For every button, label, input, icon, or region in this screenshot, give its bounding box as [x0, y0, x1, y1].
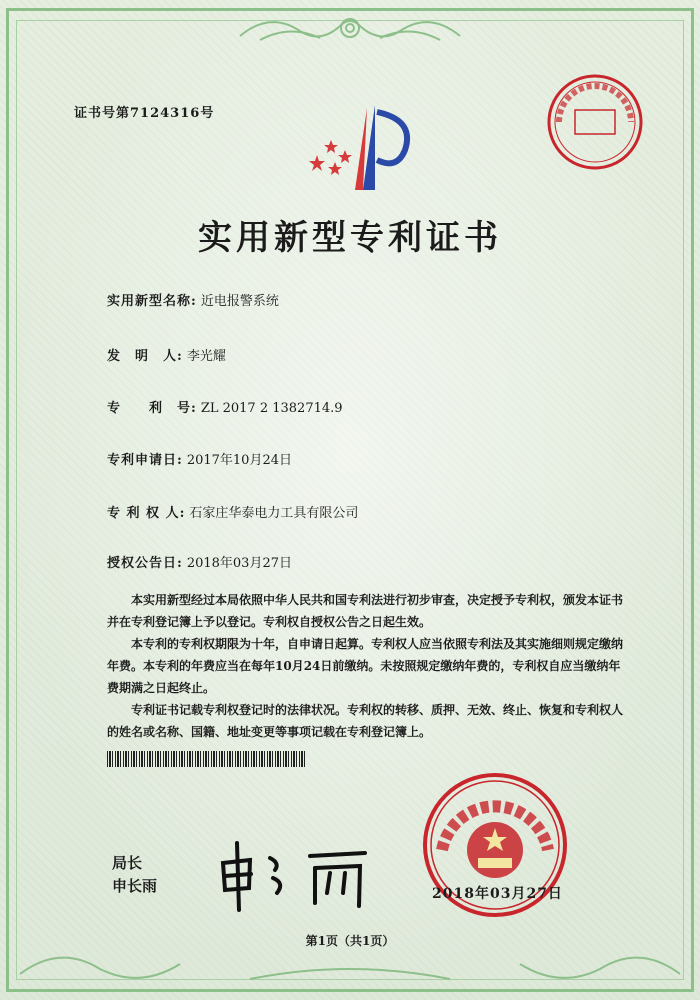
body-paragraph: 专利证书记载专利权登记时的法律状况。专利权的转移、质押、无效、终止、恢复和专利权人的姓名或名称、国籍、地址变更等事项记载在专利登记簿上。: [107, 703, 624, 739]
field-value: 李光耀: [186, 349, 226, 364]
issue-date: 2018年03月27日: [432, 886, 563, 902]
field-label: 授权公告日:: [107, 556, 183, 571]
field-label: 专利申请日:: [107, 453, 183, 468]
director-name: 申长雨: [112, 877, 158, 895]
body-paragraph: 本实用新型经过本局依照中华人民共和国专利法进行初步审查，决定授予专利权，颁发本证书并在专利登记簿上予以登记。专利权自授权公告之日起生效。: [107, 593, 624, 629]
field-value: 2018年03月27日: [186, 556, 292, 571]
field-value: 近电报警系统: [200, 294, 279, 309]
signature: [215, 838, 375, 913]
field-inventor: [107, 345, 226, 364]
director-title: 局长: [112, 854, 143, 872]
field-utility-model-name: [107, 290, 279, 309]
field-label: 实用新型名称:: [107, 294, 197, 309]
field-value: 2017年10月24日: [186, 453, 292, 468]
field-label: 专 利 号:: [107, 401, 197, 416]
field-label: 发 明 人:: [107, 349, 183, 364]
field-grant-date: [107, 552, 292, 571]
page-number: 第1页（共1页）: [305, 934, 395, 948]
certificate-number: 证书号第7124316号: [74, 106, 215, 121]
patent-office-logo-icon: [305, 100, 420, 195]
field-application-date: [107, 449, 292, 468]
top-ornament-icon: [230, 6, 470, 52]
page-title: 实用新型专利证书: [198, 218, 502, 258]
field-patentee: [107, 502, 358, 521]
body-paragraph: 本专利的专利权期限为十年，自申请日起算。专利权人应当依照专利法及其实施细则规定缴纳年费。本专利的年费应当在每年10月24日前缴纳。未按照规定缴纳年费的，专利权自应当缴纳年费期满之日起终止。: [107, 637, 624, 695]
tax-seal-icon: [545, 72, 645, 172]
field-patent-number: [107, 397, 343, 416]
barcode: [107, 751, 307, 767]
field-value: ZL 2017 2 1382714.9: [200, 401, 343, 416]
field-label: 专 利 权 人:: [107, 506, 186, 521]
field-value: 石家庄华泰电力工具有限公司: [189, 506, 359, 521]
certificate-body: [107, 589, 627, 743]
